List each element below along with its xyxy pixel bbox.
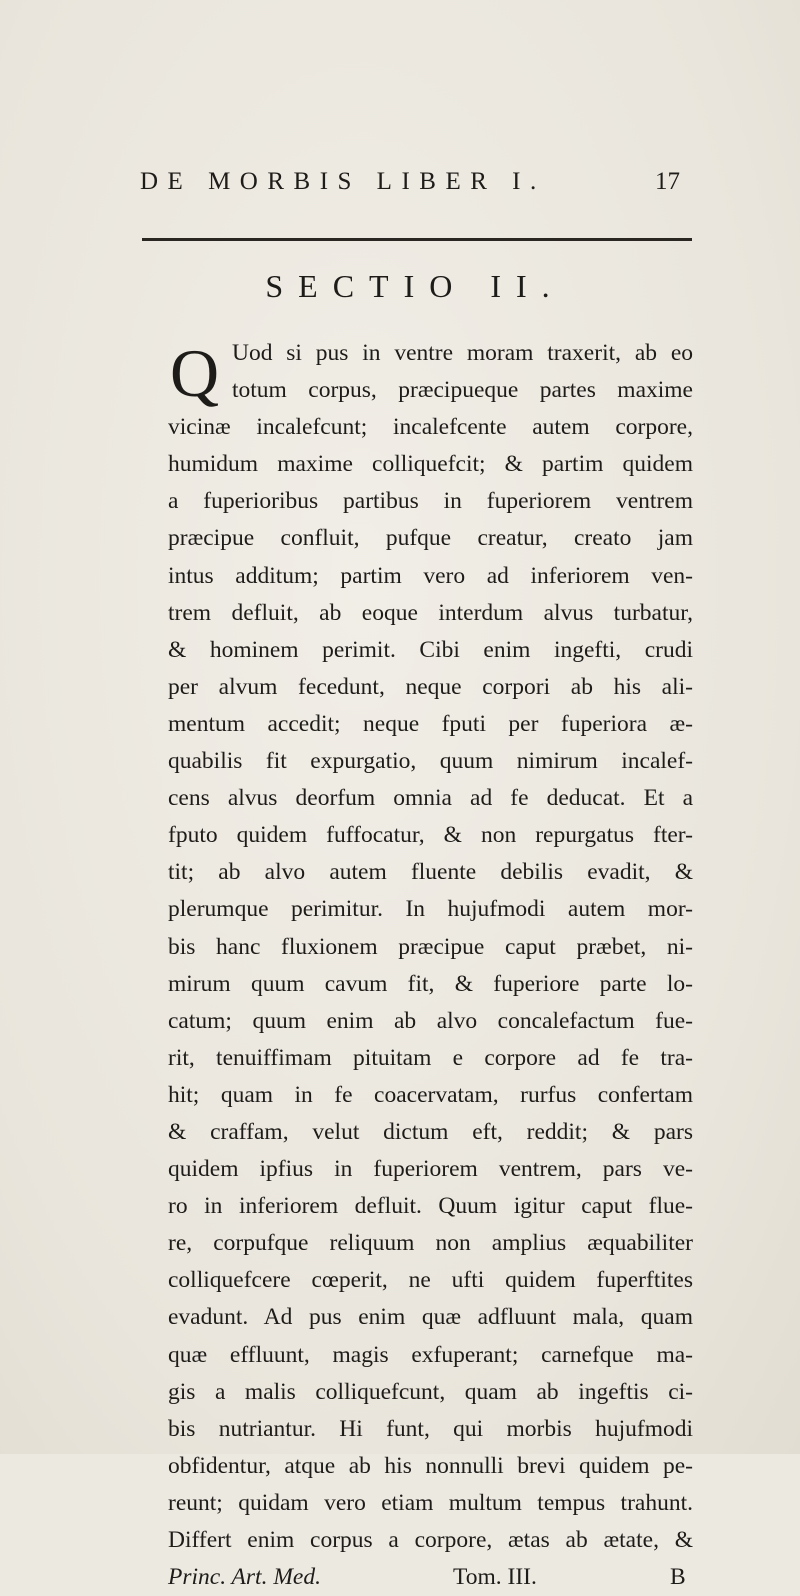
text-line: Differt enim corpus a corpore, ætas ab ætate, & [168, 1527, 693, 1553]
text-line: bis nutriantur. Hi funt, qui morbis hujufmodi [168, 1415, 693, 1442]
running-head-title: DE MORBIS LIBER I. [140, 168, 546, 195]
signature-mark: B [670, 1564, 686, 1591]
page-number: 17 [655, 168, 680, 195]
text-line: totum corpus, præcipueque partes maxime [232, 377, 693, 404]
text-line: humidum maxime colliquefcit; & partim quidem [168, 451, 693, 478]
text-line: cens alvus deorfum omnia ad fe deducat. Et a [168, 785, 693, 812]
text-line: ro in inferiorem defluit. Quum igitur caput flue- [168, 1193, 693, 1220]
text-line: quabilis fit expurgatio, quum nimirum incalef- [168, 748, 693, 775]
footer-volume: Tom. III. [453, 1564, 537, 1591]
text-line: re, corpufque reliquum non amplius æquabiliter [168, 1230, 693, 1257]
text-line: catum; quum enim ab alvo concalefactum fue- [168, 1007, 693, 1034]
text-line: & hominem perimit. Cibi enim ingefti, crudi [168, 636, 693, 663]
text-line: obfidentur, atque ab his nonnulli brevi quidem pe- [168, 1452, 693, 1479]
running-head [140, 168, 680, 208]
text-line: gis a malis colliquefcunt, quam ab ingeftis ci- [168, 1378, 693, 1405]
footer-title: Princ. Art. Med. [168, 1564, 321, 1591]
text-line: quæ effluunt, magis exfuperant; carnefque ma- [168, 1341, 693, 1368]
section-title: SECTIO II. [265, 268, 565, 304]
text-line: colliquefcere cœperit, ne ufti quidem fuperftites [168, 1267, 693, 1294]
text-line: præcipue confluit, pufque creatur, creato jam [168, 525, 693, 552]
text-line: trem defluit, ab eoque interdum alvus turbatur, [168, 599, 693, 626]
text-line: Uod si pus in ventre moram traxerit, ab eo [232, 340, 693, 366]
text-line: mentum accedit; neque fputi per fuperiora æ- [168, 710, 693, 737]
page-footer [168, 1559, 693, 1596]
text-line: reunt; quidam vero etiam multum tempus trahunt. [168, 1489, 693, 1516]
text-line: quidem ipfius in fuperiorem ventrem, pars ve- [168, 1156, 693, 1183]
text-line: a fuperioribus partibus in fuperiorem ventrem [168, 488, 693, 515]
header-rule [142, 238, 692, 241]
text-line: hit; quam in fe coacervatam, rurfus confertam [168, 1081, 693, 1108]
text-line: per alvum fecedunt, neque corpori ab his ali- [168, 673, 693, 700]
text-line: evadunt. Ad pus enim quæ adfluunt mala, quam [168, 1304, 693, 1331]
text-line: fputo quidem fuffocatur, & non repurgatus fter- [168, 822, 693, 849]
text-line: mirum quum cavum fit, & fuperiore parte lo- [168, 970, 693, 997]
text-line: plerumque perimitur. In hujufmodi autem mor- [168, 896, 693, 923]
text-line: tit; ab alvo autem fluente debilis evadit, & [168, 859, 693, 886]
drop-cap: Q [170, 335, 220, 411]
body-text [168, 335, 693, 1596]
text-line: rit, tenuiffimam pituitam e corpore ad fe tra- [168, 1044, 693, 1071]
text-line: bis hanc fluxionem præcipue caput præbet, ni- [168, 933, 693, 960]
text-line: & craffam, velut dictum eft, reddit; & pars [168, 1118, 693, 1145]
text-line: intus additum; partim vero ad inferiorem ven- [168, 562, 693, 589]
text-line: vicinæ incalefcunt; incalefcente autem corpore, [168, 414, 693, 441]
